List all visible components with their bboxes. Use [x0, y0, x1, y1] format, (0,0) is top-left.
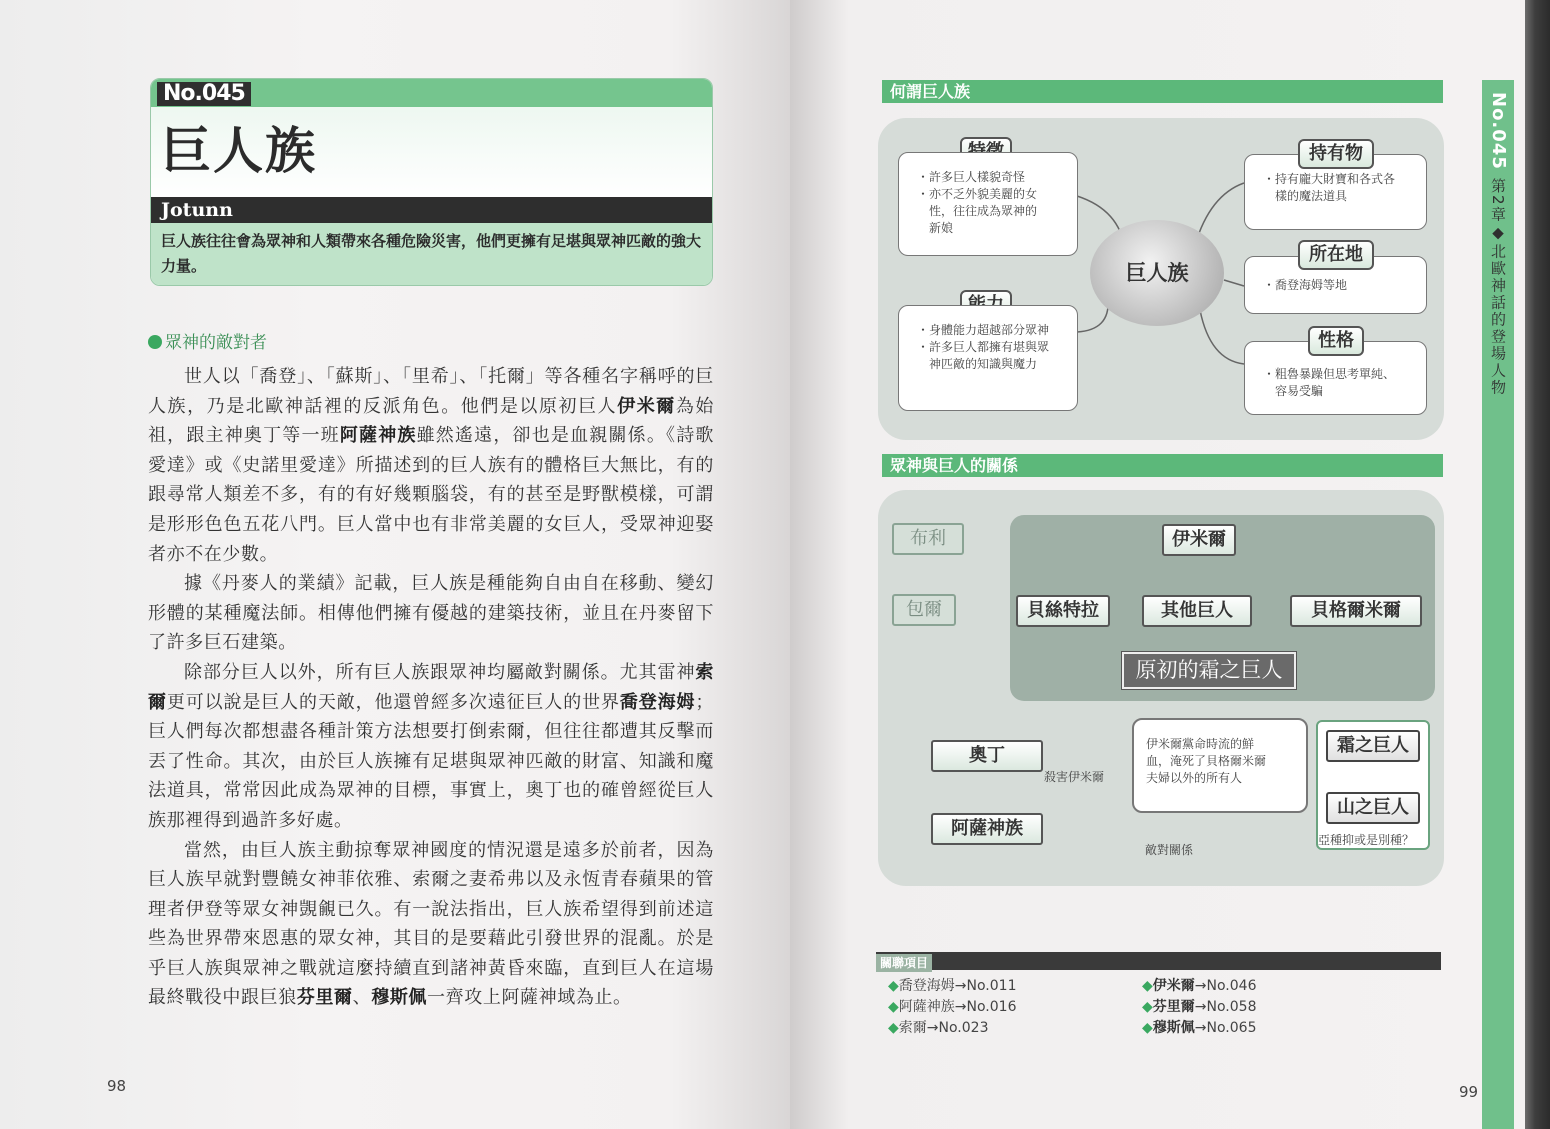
title-box — [150, 78, 713, 286]
text-run: 一齊攻上阿薩神域為止。 — [427, 987, 632, 1009]
diamond-bullet-icon: ◆ — [888, 978, 899, 994]
node-bestla: 貝絲特拉 — [1016, 595, 1110, 627]
key-term: 伊米爾 — [617, 395, 676, 417]
body-paragraph — [148, 836, 714, 1014]
page-number-left: 98 — [107, 1077, 127, 1095]
related-item-ref: →No.058 — [1194, 999, 1257, 1015]
primordial-frost-giants: 原初的霜之巨人 — [1122, 652, 1296, 689]
label-kill-ymir: 殺害伊米爾 — [1044, 770, 1105, 784]
diamond-bullet-icon: ◆ — [1142, 1020, 1153, 1036]
diamond-bullet-icon: ◆ — [888, 999, 899, 1015]
node-other-giants: 其他巨人 — [1142, 595, 1252, 627]
bullet-dot-icon — [148, 335, 162, 349]
node-ymir: 伊米爾 — [1162, 524, 1236, 556]
related-item-ref: →No.046 — [1194, 978, 1257, 994]
body-paragraph — [148, 658, 714, 836]
related-item-name: 芬里爾 — [1152, 999, 1195, 1015]
features-line: 新娘 — [917, 221, 954, 235]
related-items-title: 關聯項目 — [876, 954, 932, 972]
ymir-blood-note — [1132, 718, 1308, 813]
text-run: 除部分巨人以外，所有巨人族跟眾神均屬敵對關係。尤其雷神 — [184, 661, 696, 683]
ability-line: ・許多巨人都擁有堪與眾 — [917, 340, 1050, 354]
label-subspecies-note: 亞種抑或是別種？ — [1318, 833, 1415, 847]
node-bor: 包爾 — [892, 594, 956, 626]
summary-text: 巨人族往往會為眾神和人類帶來各種危險災害，他們更擁有足堪與眾神匹敵的強大力量。 — [151, 223, 713, 286]
text-run: ；巨人們每次都想盡各種計策方法想要打倒索爾，但往往都遭其反擊而丟了性命。其次，由於巨人族擁有足堪與眾神匹敵的財富、知識和魔法道具，常常因此成為眾神的目標，事實上，奧丁也的確曾經從巨人族那裡得到過許多好處。 — [148, 691, 714, 831]
node-buri: 布利 — [892, 523, 964, 555]
tag-personality: 性格 — [1308, 326, 1364, 356]
personality-line: 容易受騙 — [1263, 384, 1324, 398]
node-mountain-giant: 山之巨人 — [1326, 792, 1420, 824]
diamond-bullet-icon: ◆ — [888, 1020, 899, 1036]
text-run: 雖然遙遠，卻也是血親關係。《詩歌愛達》或《史諾里愛達》所描述到的巨人族有的體格巨大無比，有的跟尋常人類差不多，有的有好幾顆腦袋，有的甚至是野獸模樣，可謂是形形色色五花八門。巨人當中也有非常美麗的女巨人，受眾神迎娶者亦不在少數。 — [148, 425, 714, 565]
related-item-ref: →No.016 — [954, 999, 1017, 1015]
related-item-ref: →No.023 — [926, 1020, 989, 1036]
key-term: 索爾 — [148, 661, 714, 713]
tag-location: 所在地 — [1298, 240, 1374, 270]
text-run: 、 — [352, 987, 372, 1009]
body-text — [148, 362, 714, 1013]
tag-possessions: 持有物 — [1298, 139, 1374, 169]
diamond-bullet-icon: ◆ — [1142, 999, 1153, 1015]
related-item-ref: →No.011 — [954, 978, 1017, 994]
node-frost-giant: 霜之巨人 — [1326, 730, 1420, 762]
note-line: 血，淹死了貝格爾米爾 — [1146, 754, 1267, 768]
related-item-name: 索爾 — [898, 1020, 927, 1036]
section-heading-text: 眾神的敵對者 — [165, 333, 267, 353]
related-item — [1142, 976, 1256, 996]
text-run: 更可以說是巨人的天敵，他還曾經多次遠征巨人的世界 — [166, 691, 620, 713]
related-item — [1142, 997, 1256, 1017]
english-subtitle: Jotunn — [151, 197, 713, 223]
section-header-relations: 眾神與巨人的關係 — [882, 454, 1443, 477]
location-line: ・喬登海姆等地 — [1263, 278, 1348, 292]
diamond-bullet-icon: ◆ — [1142, 978, 1153, 994]
book-edge — [1525, 0, 1550, 1129]
related-item — [888, 1018, 988, 1038]
key-term: 芬里爾 — [296, 987, 353, 1009]
ability-line: ・身體能力超越部分眾神 — [917, 323, 1050, 337]
side-entry-number: No.045 — [1488, 92, 1509, 170]
related-item — [888, 976, 1016, 996]
body-paragraph — [148, 362, 714, 569]
related-item — [888, 997, 1016, 1017]
related-items-header — [876, 952, 1441, 970]
card-features — [898, 152, 1078, 256]
text-run: 據《丹麥人的業績》記載，巨人族是種能夠自由自在移動、變幻形體的某種魔法師。相傳他們擁有優越的建築技術，並且在丹麥留下了許多巨石建築。 — [148, 573, 714, 654]
node-bergelmir: 貝格爾米爾 — [1290, 595, 1422, 627]
features-line: 性，往往成為眾神的 — [917, 204, 1038, 218]
note-line: 夫婦以外的所有人 — [1146, 771, 1243, 785]
node-aesir: 阿薩神族 — [931, 813, 1043, 845]
personality-line: ・粗魯暴躁但思考單純、 — [1263, 367, 1396, 381]
page-title: 巨人族 — [161, 122, 317, 180]
ability-line: 神匹敵的知識與魔力 — [917, 357, 1038, 371]
side-chapter-title: 第2章◆北歐神話的登場人物 — [1489, 178, 1507, 397]
related-item-ref: →No.065 — [1194, 1020, 1257, 1036]
section-header-what-are-giants: 何謂巨人族 — [882, 80, 1443, 103]
card-ability — [898, 305, 1078, 411]
label-enemy-relation: 敵對關係 — [1145, 843, 1194, 857]
text-run: 當然，由巨人族主動掠奪眾神國度的情況還是遠多於前者，因為巨人族早就對豐饒女神菲依雅、索爾之妻希弗以及永恆青春蘋果的管理者伊登等眾女神覬覦已久。有一說法指出，巨人族希望得到前述這些為世界帶來恩惠的眾女神，其目的是要藉此引發世界的混亂。於是乎巨人族與眾神之戰就這麼持續直到諸神黃昏來臨，直到巨人在這場最終戰役中跟巨狼 — [148, 839, 714, 1009]
features-line: ・亦不乏外貌美麗的女 — [917, 187, 1038, 201]
related-item-name: 穆斯佩 — [1152, 1020, 1195, 1036]
node-odin: 奧丁 — [931, 740, 1043, 772]
possessions-line: ・持有龐大財寶和各式各 — [1263, 172, 1396, 186]
right-page — [790, 0, 1525, 1129]
related-item-name: 喬登海姆 — [898, 978, 955, 994]
note-line: 伊米爾黨命時流的鮮 — [1146, 737, 1255, 751]
related-item — [1142, 1018, 1256, 1038]
related-item-name: 阿薩神族 — [898, 999, 955, 1015]
key-term: 喬登海姆 — [619, 691, 696, 713]
key-term: 穆斯佩 — [371, 987, 428, 1009]
text-run: 世人以「喬登」、「蘇斯」、「里希」、「托爾」等各種名字稱呼的巨人族，乃是北歐神話裡的反派角色。他們是以原初巨人 — [148, 366, 714, 417]
center-node-giants: 巨人族 — [1090, 220, 1224, 326]
text-run: 為始祖，跟主神奧丁等一班 — [148, 395, 714, 447]
related-item-name: 伊米爾 — [1152, 978, 1195, 994]
chapter-side-tab — [1482, 80, 1514, 1129]
entry-number-badge: No.045 — [157, 82, 251, 106]
possessions-line: 樣的魔法道具 — [1263, 189, 1348, 203]
key-term: 阿薩神族 — [339, 425, 417, 447]
body-paragraph — [148, 569, 714, 658]
features-line: ・許多巨人樣貌奇怪 — [917, 170, 1026, 184]
page-number-right: 99 — [1459, 1083, 1479, 1101]
section-heading — [148, 330, 267, 356]
